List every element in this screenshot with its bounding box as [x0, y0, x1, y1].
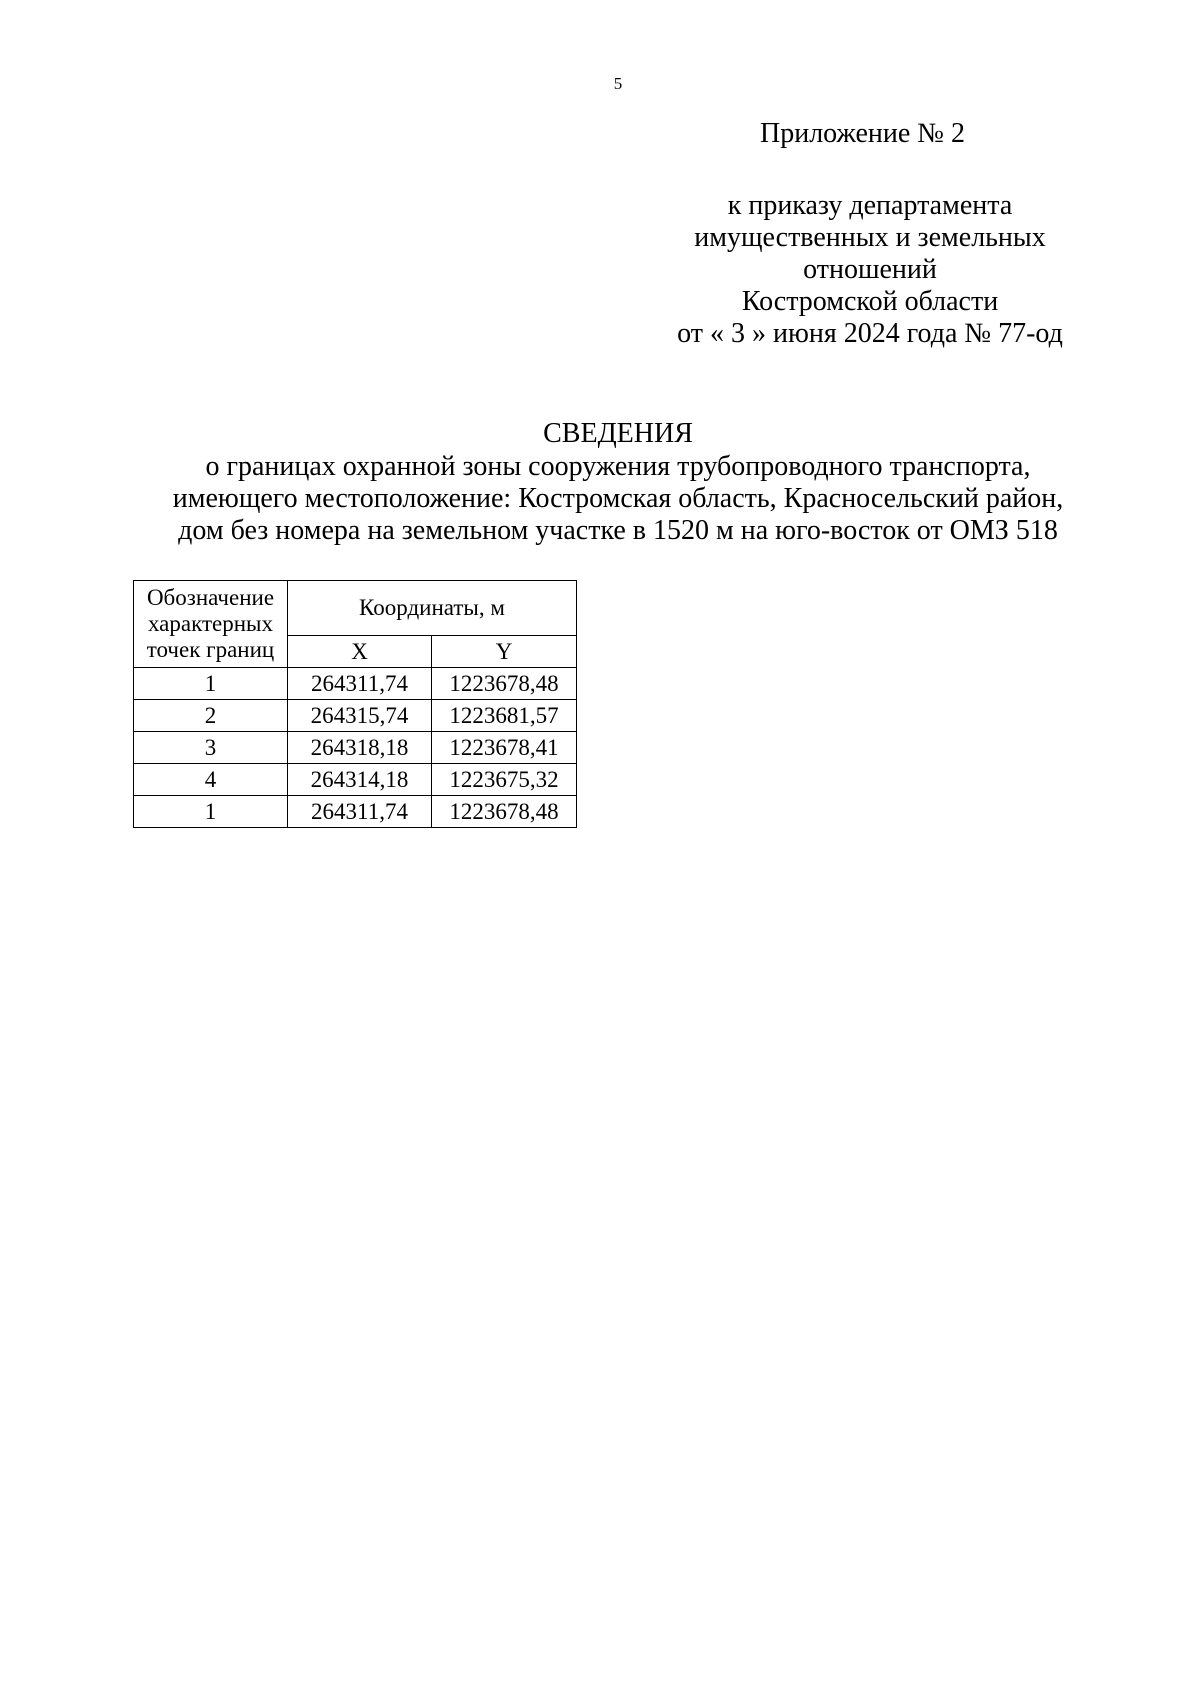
point-cell: 2 [134, 700, 288, 732]
table-row [134, 732, 577, 764]
table-row [134, 764, 577, 796]
x-cell: 264311,74 [288, 796, 432, 828]
point-designation-header [134, 581, 288, 668]
x-cell: 264314,18 [288, 764, 432, 796]
appendix-title: Приложение № 2 [760, 118, 965, 149]
document-title: СВЕДЕНИЯ [543, 418, 693, 449]
order-line: отношений [803, 254, 937, 285]
y-cell: 1223678,48 [432, 668, 577, 700]
point-cell: 1 [134, 668, 288, 700]
y-cell: 1223681,57 [432, 700, 577, 732]
table-row [134, 796, 577, 828]
x-header: X [288, 636, 432, 668]
header-line: характерных [147, 611, 273, 636]
table-header-row [134, 581, 577, 636]
order-line: от « 3 » июня 2024 года № 77-од [677, 318, 1063, 349]
header-line: Обозначение [146, 585, 275, 610]
coordinates-header: Координаты, м [288, 581, 577, 636]
y-cell: 1223678,48 [432, 796, 577, 828]
description-line: о границах охранной зоны сооружения трубопроводного транспорта, [205, 451, 1031, 482]
description-line: дом без номера на земельном участке в 1520 м на юго-восток от ОМЗ 518 [178, 515, 1058, 546]
point-cell: 1 [134, 796, 288, 828]
page-number: 5 [613, 74, 623, 93]
order-line: Костромской области [741, 286, 999, 317]
coordinates-table [133, 580, 577, 828]
description-line: имеющего местоположение: Костромская область, Красносельский район, [172, 483, 1064, 514]
document-description [130, 451, 1106, 547]
header-line: точек границ [146, 637, 275, 662]
point-cell: 4 [134, 764, 288, 796]
point-cell: 3 [134, 732, 288, 764]
y-header: Y [432, 636, 577, 668]
x-cell: 264311,74 [288, 668, 432, 700]
y-cell: 1223675,32 [432, 764, 577, 796]
x-cell: 264318,18 [288, 732, 432, 764]
order-line: имущественных и земельных [694, 222, 1046, 253]
y-cell: 1223678,41 [432, 732, 577, 764]
order-line: к приказу департамента [727, 190, 1013, 221]
table-row [134, 668, 577, 700]
order-reference [640, 190, 1100, 350]
table-row [134, 700, 577, 732]
x-cell: 264315,74 [288, 700, 432, 732]
